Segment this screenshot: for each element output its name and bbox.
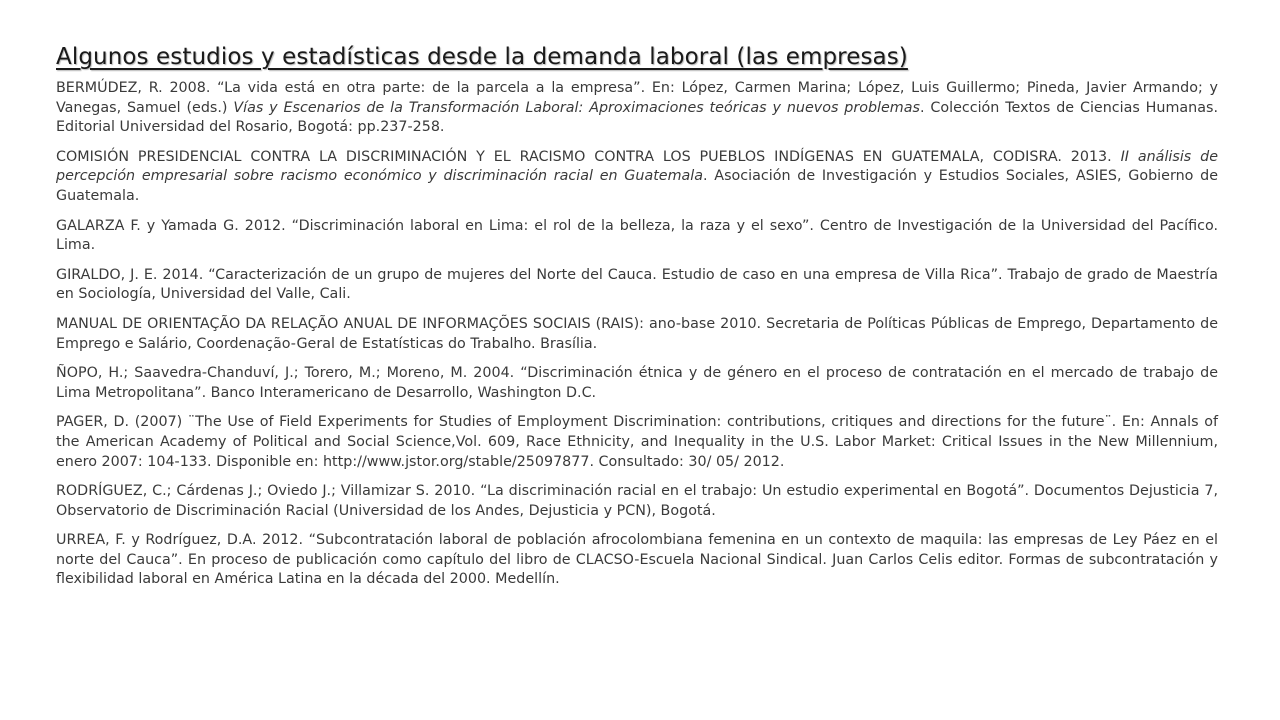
reference-text: RODRÍGUEZ, C.; Cárdenas J.; Oviedo J.; Villamizar S. 2010. “La discriminación racial en el trabajo: Un estudio experimental en Bogotá”. Documentos Dejusticia 7, Observatorio de Discriminación Racial (Universidad de los Andes, Dejusticia y PCN), Bogotá. bbox=[56, 483, 1218, 519]
reference-item bbox=[56, 217, 1218, 256]
reference-text: COMISIÓN PRESIDENCIAL CONTRA LA DISCRIMINACIÓN Y EL RACISMO CONTRA LOS PUEBLOS INDÍGENAS EN GUATEMALA, CODISRA. 2013. bbox=[56, 148, 1121, 165]
slide-title: Algunos estudios y estadísticas desde la demanda laboral (las empresas) bbox=[56, 44, 908, 70]
reference-list bbox=[56, 79, 1218, 590]
reference-item bbox=[56, 413, 1218, 472]
reference-text-end: . Asociación de Investigación y Estudios Sociales, ASIES, Gobierno de Guatemala. bbox=[56, 168, 1218, 204]
reference-item bbox=[56, 315, 1218, 354]
reference-italic-title: II análisis de percepción empresarial sobre racismo económico y discriminación racial en Guatemala bbox=[56, 148, 1218, 185]
reference-text: GIRALDO, J. E. 2014. “Caracterización de un grupo de mujeres del Norte del Cauca. Estudio de caso en una empresa de Villa Rica”. Trabajo de grado de Maestría en Sociología, Universidad del Valle, Cali. bbox=[56, 266, 1218, 303]
reference-text: ÑOPO, H.; Saavedra-Chanduví, J.; Torero, M.; Moreno, M. 2004. “Discriminación étnica y de género en el proceso de contratación en el mercado de trabajo de Lima Metropolitana”. Banco Interamericano de Desarrollo, Washington D.C. bbox=[56, 365, 1218, 401]
reference-item bbox=[56, 364, 1218, 403]
reference-text: URREA, F. y Rodríguez, D.A. 2012. “Subcontratación laboral de población afrocolombiana femenina en un contexto de maquila: las empresas de Ley Páez en el norte del Cauca”. En proceso de publicación como capítulo del libro de CLACSO-Escuela Nacional Sindical. Juan Carlos Celis editor. Formas de subcontratación y flexibilidad laboral en América Latina en la década del 2000. Medellín. bbox=[56, 532, 1218, 588]
reference-italic-title: Vías y Escenarios de la Transformación Laboral: Aproximaciones teóricas y nuevos problemas bbox=[233, 99, 920, 116]
reference-text: PAGER, D. (2007) ¨The Use of Field Experiments for Studies of Employment Discrimination: contributions, critiques and directions for the future¨. En: Annals of the American Academy of Political and Social Science,Vol. 609, Race Ethnicity, and Inequality in the U.S. Labor Market: Critical Issues in the New Millennium, enero 2007: 104-133. Disponible en: http://www.jstor.org/stable/25097877. Consultado: 30/ 05/ 2012. bbox=[56, 414, 1218, 470]
reference-item bbox=[56, 266, 1218, 305]
reference-item bbox=[56, 148, 1218, 207]
reference-text: BERMÚDEZ, R. 2008. “La vida está en otra parte: de la parcela a la empresa”. En: López, Carmen Marina; López, Luis Guillermo; Pineda, Javier Armando; y Vanegas, Samuel (eds.) bbox=[56, 80, 1218, 116]
reference-item bbox=[56, 79, 1218, 138]
reference-item bbox=[56, 482, 1218, 521]
reference-text-end: . Colección Textos de Ciencias Humanas. Editorial Universidad del Rosario, Bogotá: pp.237-258. bbox=[56, 99, 1218, 136]
reference-item bbox=[56, 531, 1218, 590]
reference-text: MANUAL DE ORIENTAÇÃO DA RELAÇÃO ANUAL DE INFORMAÇÕES SOCIAIS (RAIS): ano-base 2010. Secretaria de Políticas Públicas de Emprego, Departamento de Emprego e Salário, Coordenação-Geral de Estatísticas do Trabalho. Brasília. bbox=[56, 315, 1218, 352]
reference-text: GALARZA F. y Yamada G. 2012. “Discriminación laboral en Lima: el rol de la belleza, la raza y el sexo”. Centro de Investigación de la Universidad del Pacífico. Lima. bbox=[56, 217, 1218, 254]
